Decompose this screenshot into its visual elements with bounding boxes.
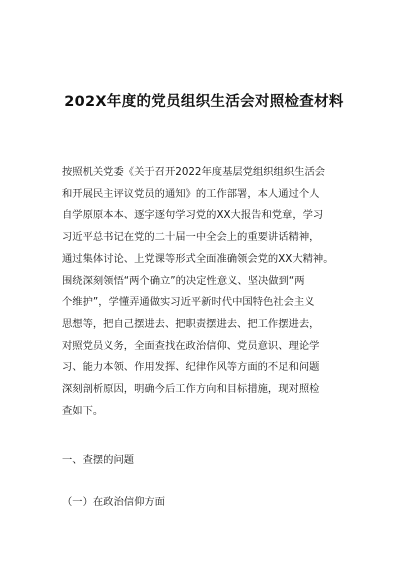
intro-line: 自学原原本本、逐字逐句学习党的XX大报告和党章，学习 [62,209,324,222]
intro-line: 按照机关党委《关于召开2022年度基层党组织组织生活会 [62,166,326,178]
intro-line: 习近平总书记在党的二十届一中全会上的重要讲话精神， [62,231,320,244]
intro-line: 通过集体讨论、上党课等形式全面准确领会党的XX大精神。 [62,252,334,265]
document-title: 202X年度的党员组织生活会对照检查材料 [64,94,344,110]
intro-line: 习、能力本领、作用发挥、纪律作风等方面的不足和问题 [62,361,320,374]
intro-line: 深刻剖析原因，明确今后工作方向和目标措施，现对照检 [62,383,320,396]
intro-line: 围绕深刻领悟“两个确立”的决定性意义、坚决做到“两 [62,274,305,287]
intro-line: 查如下。 [62,404,104,417]
intro-line: 思想等，把自己摆进去、把职责摆进去、把工作摆进去， [62,317,320,330]
intro-line: 个维护”，学懂弄通做实习近平新时代中国特色社会主义 [62,296,315,309]
subsection-heading: （一）在政治信仰方面 [62,496,165,508]
intro-paragraph [62,162,362,422]
intro-line: 和开展民主评议党员的通知》的工作部署，本人通过个人 [62,187,320,200]
intro-line: 对照党员义务，全面查找在政治信仰、党员意识、理论学 [62,339,320,352]
section-heading: 一、查摆的问题 [62,454,135,466]
